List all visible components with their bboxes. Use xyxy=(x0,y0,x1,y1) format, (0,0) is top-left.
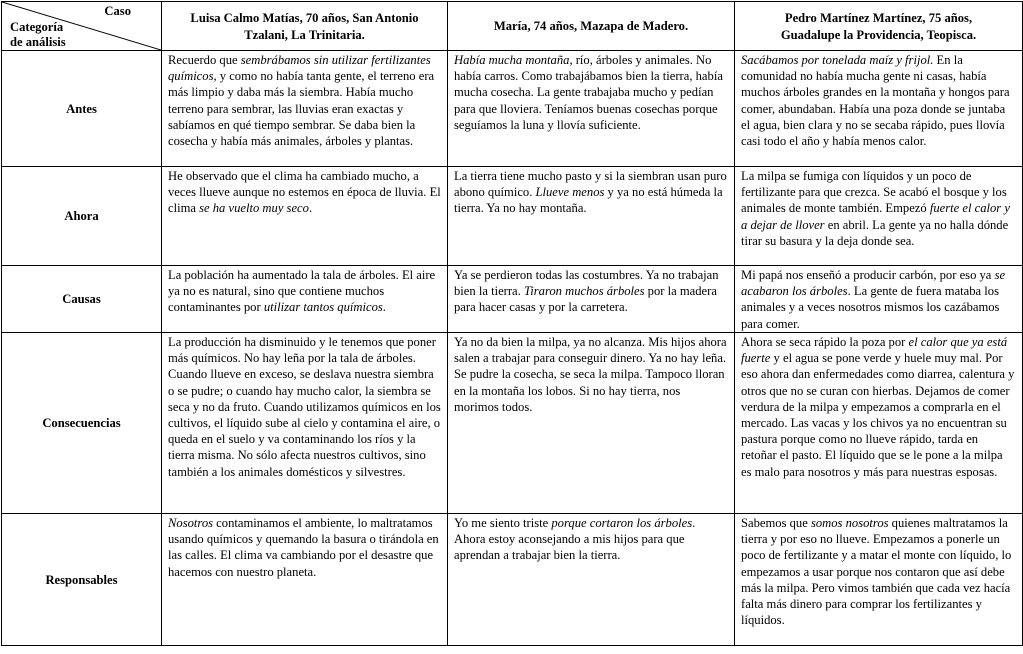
emphasized-text: porque cortaron los árboles xyxy=(551,516,693,530)
corner-header-cell xyxy=(2,2,162,51)
text-segment: Ya no da bien la milpa, ya no alcanza. Mis hijos ahora salen a trabajar para conseguir dinero. Ya no hay leña. Se pudre la cosecha, se seca la milpa. Tampoco lloran en la montaña los lobos. Si no hay tierra, nos morimos todos. xyxy=(454,335,727,414)
category-cell: Antes xyxy=(2,51,162,167)
emphasized-text: se acabaron los árboles xyxy=(741,268,1006,299)
text-segment: quienes maltratamos la tierra y por eso no llueve. Empezamos a ponerle un poco de fertilizante y a matar el monte con líquido, lo empezamos a usar porque nos contaron que así debe más la milpa. Pero vimos también que cada vez hacía falta más dinero para comprar los fertilizantes y líquidos. xyxy=(741,516,1012,628)
text-segment: Mi papá nos enseñó a producir carbón, por eso ya xyxy=(741,268,995,282)
testimony-cell-luisa xyxy=(162,266,448,333)
case-analysis-table xyxy=(1,1,1023,646)
text-segment: por la madera para hacer casas y por la carretera. xyxy=(454,284,717,315)
text-segment: . La gente de fuera mataba los animales y a veces nosotros mismos los cazábamos para comer. xyxy=(741,284,1000,331)
testimony-cell-maria xyxy=(448,514,735,646)
text-segment: La milpa se fumiga con líquidos y un poco de fertilizante para que crezca. Se acabó el bosque y los animales de monte también. Empezó xyxy=(741,169,1007,216)
emphasized-text: Nosotros xyxy=(168,516,214,530)
text-segment: . Ahora estoy aconsejando a mis hijos para que aprendan a trabajar bien la tierra. xyxy=(454,516,696,563)
text-segment: y ya no está húmeda la tierra. Ya no hay montaña. xyxy=(454,185,723,216)
category-cell: Ahora xyxy=(2,167,162,266)
emphasized-text: el calor que ya está fuerte xyxy=(741,335,1008,366)
emphasized-text: Había mucha montaña xyxy=(454,53,570,67)
testimony-cell-maria xyxy=(448,266,735,333)
testimony-cell-luisa xyxy=(162,514,448,646)
emphasized-text: fuerte el calor y a dejar de llover xyxy=(741,201,1010,232)
table-row xyxy=(2,514,1023,646)
text-segment: en abril. La gente ya no halla dónde tirar su basura y la deja donde sea. xyxy=(741,217,1009,248)
emphasized-text: utilizar tantos químicos xyxy=(263,300,383,315)
text-segment: y el agua se pone verde y huele muy mal. Por eso ahora dan enfermedades como diarrea, calentura y otros que no se curan con hierbas. Dejamos de comer verdura de la milpa y empezamos a comprarla en el mercado. Las vacas y los chivos ya no encuentran su pastura porque como no llueve rápido, tarda en retoñar el pasto. El líquido que se le pone a la milpa es malo para nosotros y más para nuestras esposas. xyxy=(741,351,1015,479)
text-segment: Sabemos que xyxy=(741,516,811,530)
category-cell: Consecuencias xyxy=(2,333,162,514)
case-header-maria: María, 74 años, Mazapa de Madero. xyxy=(448,2,735,51)
text-segment: Ya se perdieron todas las costumbres. Ya no trabajan bien la tierra. xyxy=(454,268,719,299)
text-segment: En la comunidad no había mucha gente ni casas, había muchos árboles grandes en la montaña y hongos para comer, abundaban. Había una poza donde se juntaba el agua, bien clara y no se secaba rápido, pues llovía casi todo el año y había menos calor. xyxy=(741,53,1010,149)
category-cell: Responsables xyxy=(2,514,162,646)
text-segment: . xyxy=(382,300,386,315)
case-header-pedro: Pedro Martínez Martínez, 75 años, Guadalupe la Providencia, Teopisca. xyxy=(735,2,1023,51)
emphasized-text: sembrábamos sin utilizar fertilizantes químicos, xyxy=(168,53,431,84)
category-cell: Causas xyxy=(2,266,162,333)
text-segment: , río, árboles y animales. No había carros. Como trabajábamos bien la tierra, había mucha cosecha. La gente trabajaba mucho y pedían para que lloviera. Teníamos buenas cosechas porque seguíamos la luna y llovía suficiente. xyxy=(454,53,723,132)
text-segment: y como no había tanta gente, el terreno era más limpio y daba más la siembra. Había mucho terreno para sembrar, las lluvias eran exactas y sabíamos en qué tiempo sembrar. Se daba bien la cosecha y había más animales, árboles y plantas. xyxy=(168,69,435,149)
text-segment: Recuerdo que xyxy=(168,53,241,67)
caso-label: Caso xyxy=(104,4,131,18)
testimony-cell-pedro xyxy=(735,167,1023,266)
table-row xyxy=(2,167,1023,266)
testimony-cell-luisa xyxy=(162,51,448,167)
text-segment: La tierra tiene mucho pasto y si la siembran usan puro abono químico. xyxy=(454,169,727,200)
table-row xyxy=(2,266,1023,333)
categoria-label: Categoría de análisis xyxy=(10,20,66,49)
text-segment: contaminamos el ambiente, lo maltratamos usando químicos y quemando la basura o tirándola en las calles. El clima va cambiando por el desastre que hacemos con nuestro planeta. xyxy=(168,516,439,579)
testimony-cell-pedro xyxy=(735,51,1023,167)
emphasized-text: somos nosotros xyxy=(810,516,889,530)
testimony-cell-luisa xyxy=(162,167,448,266)
testimony-cell-pedro xyxy=(735,266,1023,333)
emphasized-text: Llueve menos xyxy=(535,185,605,200)
header-row xyxy=(2,2,1023,51)
table-row xyxy=(2,51,1023,167)
text-segment: Ahora se seca rápido la poza por xyxy=(741,335,909,349)
text-segment: He observado que el clima ha cambiado mucho, a veces llueve aunque no estemos en época de lluvia. El clima xyxy=(168,169,441,216)
case-header-luisa: Luisa Calmo Matías, 70 años, San Antonio Tzalani, La Trinitaria. xyxy=(162,2,448,51)
emphasized-text: Sacábamos por tonelada maíz y frijol. xyxy=(741,53,934,67)
testimony-cell-pedro xyxy=(735,514,1023,646)
testimony-cell-luisa xyxy=(162,333,448,514)
text-segment: . xyxy=(308,201,313,216)
emphasized-text: Tiraron muchos árboles xyxy=(523,284,645,299)
text-segment: La población ha aumentado la tala de árboles. El aire ya no es natural, sino que contiene muchos contaminantes por xyxy=(168,268,436,315)
emphasized-text: se ha vuelto muy seco xyxy=(199,201,309,216)
testimony-cell-maria xyxy=(448,333,735,514)
testimony-cell-maria xyxy=(448,167,735,266)
testimony-cell-maria xyxy=(448,51,735,167)
testimony-cell-pedro xyxy=(735,333,1023,514)
text-segment: La producción ha disminuido y le tenemos que poner más químicos. No hay leña por la tala de árboles. Cuando llueve en exceso, se deslava nuestra siembra o se pudre; o cuando hay mucho calor, la siembra se seca y no da fruto. Cuando utilizamos químicos en los cultivos, el líquido sube al cielo y contamina el aire, o queda en el suelo y va contaminando los ríos y la tierra misma. No sólo afecta nuestros cultivos, sino también a los animales domésticos y silvestres. xyxy=(168,335,441,479)
table-row xyxy=(2,333,1023,514)
text-segment: Yo me siento triste xyxy=(454,516,552,530)
